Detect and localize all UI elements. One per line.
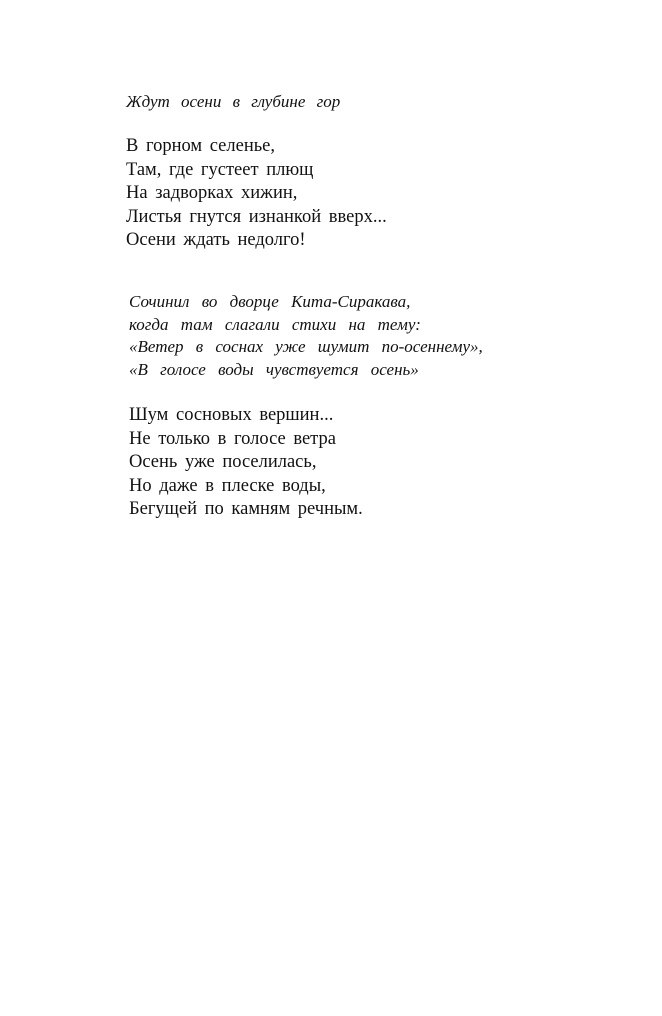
poem-1-verse-line: В горном селенье, <box>126 136 275 156</box>
poem-1-verse-line: На задворках хижин, <box>126 183 298 203</box>
poem-2 <box>129 291 483 522</box>
poem-2-heading-line: Сочинил во дворце Кита-Сиракава, <box>129 292 411 311</box>
poem-1-heading <box>126 90 387 113</box>
poem-2-heading-line: «Ветер в соснах уже шумит по-осеннему», <box>129 337 483 356</box>
poem-2-heading-line: когда там слагали стихи на тему: <box>129 314 421 334</box>
poem-1-verse-line: Листья гнутся изнанкой вверх... <box>126 206 387 227</box>
poem-2-verse <box>129 404 483 522</box>
poem-1 <box>126 90 387 253</box>
poem-2-heading <box>129 291 483 381</box>
poem-2-verse-line: Но даже в плеске воды, <box>129 475 326 496</box>
poem-1-heading-line: Ждут осени в глубине гор <box>126 92 341 111</box>
poem-1-verse-line: Там, где густеет плющ <box>126 159 314 180</box>
poem-2-verse-line: Шум сосновых вершин... <box>129 405 334 425</box>
poem-2-verse-line: Осень уже поселилась, <box>129 452 317 472</box>
poem-1-verse-line: Осени ждать недолго! <box>126 230 306 250</box>
poem-2-heading-line: «В голосе воды чувствуется осень» <box>129 359 419 379</box>
poem-2-verse-line: Не только в голосе ветра <box>129 428 336 449</box>
poem-2-verse-line: Бегущей по камням речным. <box>129 499 363 519</box>
poem-1-verse <box>126 135 387 253</box>
